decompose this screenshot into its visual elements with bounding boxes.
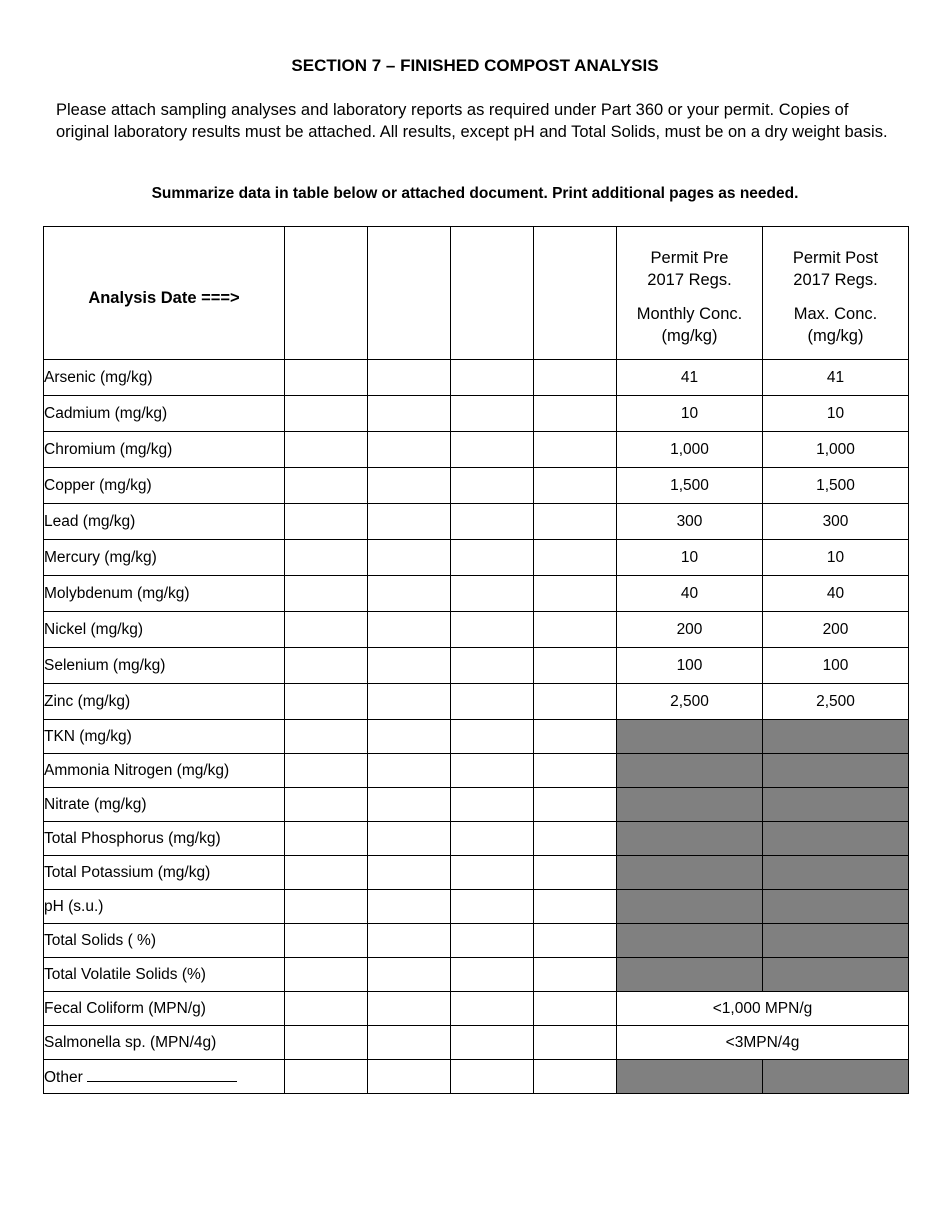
table-row	[44, 958, 909, 992]
result-entry-cell[interactable]	[451, 360, 534, 396]
permit-post-limit: 41	[763, 360, 909, 396]
parameter-name: Total Phosphorus (mg/kg)	[44, 822, 285, 856]
result-entry-cell[interactable]	[368, 992, 451, 1026]
permit-pre-limit: 2,500	[617, 684, 763, 720]
result-entry-cell[interactable]	[368, 856, 451, 890]
result-entry-cell[interactable]	[534, 540, 617, 576]
permit-pre-limit: 300	[617, 504, 763, 540]
table-row	[44, 788, 909, 822]
result-entry-cell[interactable]	[368, 1026, 451, 1060]
table-row	[44, 822, 909, 856]
parameter-name: Fecal Coliform (MPN/g)	[44, 992, 285, 1026]
result-entry-cell[interactable]	[451, 890, 534, 924]
table-row	[44, 360, 909, 396]
result-entry-cell[interactable]	[285, 684, 368, 720]
permit-pre-line2: 2017 Regs.	[647, 271, 732, 289]
pathogen-limit: <1,000 MPN/g	[617, 992, 909, 1026]
permit-post-limit: 1,000	[763, 432, 909, 468]
result-entry-cell[interactable]	[534, 684, 617, 720]
result-entry-cell[interactable]	[368, 648, 451, 684]
header-row	[44, 227, 909, 360]
result-entry-cell[interactable]	[368, 504, 451, 540]
result-entry-cell[interactable]	[451, 504, 534, 540]
result-entry-cell[interactable]	[451, 856, 534, 890]
permit-post-line3: Max. Conc.	[793, 305, 878, 323]
parameter-name: Nitrate (mg/kg)	[44, 788, 285, 822]
table-row	[44, 992, 909, 1026]
parameter-name: Chromium (mg/kg)	[44, 432, 285, 468]
table-row	[44, 540, 909, 576]
result-entry-cell[interactable]	[285, 924, 368, 958]
permit-pre-limit: 100	[617, 648, 763, 684]
parameter-name: pH (s.u.)	[44, 890, 285, 924]
result-entry-cell[interactable]	[368, 788, 451, 822]
permit-pre-limit: 41	[617, 360, 763, 396]
shaded-cell	[763, 788, 909, 822]
result-entry-cell[interactable]	[451, 992, 534, 1026]
other-parameter-cell[interactable]	[44, 1060, 285, 1094]
result-entry-cell[interactable]	[368, 822, 451, 856]
result-entry-cell[interactable]	[285, 504, 368, 540]
table-row	[44, 396, 909, 432]
permit-post-limit: 300	[763, 504, 909, 540]
other-label: Other	[44, 1068, 83, 1086]
result-entry-cell[interactable]	[534, 958, 617, 992]
result-entry-cell[interactable]	[534, 720, 617, 754]
table-row	[44, 924, 909, 958]
result-entry-cell[interactable]	[285, 958, 368, 992]
result-entry-cell[interactable]	[368, 684, 451, 720]
permit-pre-limit: 10	[617, 540, 763, 576]
shaded-cell	[763, 1060, 909, 1094]
table-row	[44, 684, 909, 720]
pathogen-limit: <3MPN/4g	[617, 1026, 909, 1060]
permit-post-limit: 10	[763, 396, 909, 432]
result-entry-cell[interactable]	[451, 1060, 534, 1094]
result-entry-cell[interactable]	[368, 468, 451, 504]
table-row	[44, 720, 909, 754]
result-entry-cell[interactable]	[285, 788, 368, 822]
shaded-cell	[763, 924, 909, 958]
result-entry-cell[interactable]	[285, 754, 368, 788]
table-row	[44, 890, 909, 924]
analysis-date-cell[interactable]	[285, 227, 368, 360]
permit-pre-limit: 1,500	[617, 468, 763, 504]
permit-pre-limit: 200	[617, 612, 763, 648]
result-entry-cell[interactable]	[534, 924, 617, 958]
result-entry-cell[interactable]	[368, 396, 451, 432]
other-blank-line[interactable]	[87, 1067, 237, 1082]
analysis-date-label: Analysis Date ===>	[44, 227, 285, 360]
permit-pre-line3: Monthly Conc.	[636, 305, 743, 323]
table-row	[44, 1026, 909, 1060]
parameter-name: Arsenic (mg/kg)	[44, 360, 285, 396]
result-entry-cell[interactable]	[534, 360, 617, 396]
result-entry-cell[interactable]	[534, 432, 617, 468]
table-row	[44, 432, 909, 468]
permit-pre-line4: (mg/kg)	[661, 327, 718, 345]
shaded-cell	[763, 958, 909, 992]
parameter-name: Zinc (mg/kg)	[44, 684, 285, 720]
shaded-cell	[617, 890, 763, 924]
result-entry-cell[interactable]	[451, 958, 534, 992]
result-entry-cell[interactable]	[285, 648, 368, 684]
result-entry-cell[interactable]	[451, 576, 534, 612]
result-entry-cell[interactable]	[451, 684, 534, 720]
result-entry-cell[interactable]	[451, 648, 534, 684]
result-entry-cell[interactable]	[285, 468, 368, 504]
shaded-cell	[763, 720, 909, 754]
result-entry-cell[interactable]	[285, 720, 368, 754]
summary-instruction: Summarize data in table below or attached document. Print additional pages as needed.	[151, 185, 799, 202]
permit-post-limit: 40	[763, 576, 909, 612]
table-row	[44, 468, 909, 504]
parameter-name: Mercury (mg/kg)	[44, 540, 285, 576]
result-entry-cell[interactable]	[368, 1060, 451, 1094]
result-entry-cell[interactable]	[534, 1060, 617, 1094]
result-entry-cell[interactable]	[285, 822, 368, 856]
result-entry-cell[interactable]	[451, 754, 534, 788]
result-entry-cell[interactable]	[285, 856, 368, 890]
shaded-cell	[763, 822, 909, 856]
shaded-cell	[617, 856, 763, 890]
result-entry-cell[interactable]	[285, 396, 368, 432]
table-row	[44, 504, 909, 540]
result-entry-cell[interactable]	[451, 396, 534, 432]
result-entry-cell[interactable]	[368, 612, 451, 648]
result-entry-cell[interactable]	[285, 576, 368, 612]
parameter-name: Ammonia Nitrogen (mg/kg)	[44, 754, 285, 788]
result-entry-cell[interactable]	[534, 396, 617, 432]
parameter-name: Lead (mg/kg)	[44, 504, 285, 540]
permit-post-limit: 200	[763, 612, 909, 648]
table-row	[44, 648, 909, 684]
result-entry-cell[interactable]	[368, 924, 451, 958]
permit-post-header	[763, 227, 909, 360]
shaded-cell	[617, 822, 763, 856]
parameter-name: Copper (mg/kg)	[44, 468, 285, 504]
analysis-date-cell[interactable]	[451, 227, 534, 360]
result-entry-cell[interactable]	[534, 754, 617, 788]
permit-post-limit: 2,500	[763, 684, 909, 720]
permit-post-limit: 1,500	[763, 468, 909, 504]
shaded-cell	[617, 788, 763, 822]
result-entry-cell[interactable]	[285, 1060, 368, 1094]
parameter-name: Cadmium (mg/kg)	[44, 396, 285, 432]
result-entry-cell[interactable]	[368, 720, 451, 754]
parameter-name: TKN (mg/kg)	[44, 720, 285, 754]
result-entry-cell[interactable]	[368, 432, 451, 468]
result-entry-cell[interactable]	[451, 432, 534, 468]
result-entry-cell[interactable]	[451, 720, 534, 754]
result-entry-cell[interactable]	[285, 432, 368, 468]
table-row	[44, 576, 909, 612]
table-row	[44, 612, 909, 648]
permit-post-line2: 2017 Regs.	[793, 271, 878, 289]
result-entry-cell[interactable]	[285, 1026, 368, 1060]
result-entry-cell[interactable]	[534, 856, 617, 890]
permit-post-limit: 100	[763, 648, 909, 684]
shaded-cell	[617, 1060, 763, 1094]
result-entry-cell[interactable]	[534, 576, 617, 612]
permit-post-limit: 10	[763, 540, 909, 576]
result-entry-cell[interactable]	[451, 924, 534, 958]
result-entry-cell[interactable]	[534, 612, 617, 648]
permit-pre-limit: 10	[617, 396, 763, 432]
result-entry-cell[interactable]	[285, 360, 368, 396]
result-entry-cell[interactable]	[534, 648, 617, 684]
parameter-name: Total Solids ( %)	[44, 924, 285, 958]
result-entry-cell[interactable]	[285, 890, 368, 924]
result-entry-cell[interactable]	[534, 788, 617, 822]
parameter-name: Selenium (mg/kg)	[44, 648, 285, 684]
permit-pre-limit: 40	[617, 576, 763, 612]
result-entry-cell[interactable]	[285, 540, 368, 576]
shaded-cell	[617, 958, 763, 992]
permit-post-line1: Permit Post	[792, 249, 879, 267]
shaded-cell	[617, 754, 763, 788]
analysis-date-cell[interactable]	[368, 227, 451, 360]
shaded-cell	[763, 754, 909, 788]
analysis-date-cell[interactable]	[534, 227, 617, 360]
shaded-cell	[617, 924, 763, 958]
result-entry-cell[interactable]	[451, 612, 534, 648]
result-entry-cell[interactable]	[451, 1026, 534, 1060]
result-entry-cell[interactable]	[368, 540, 451, 576]
permit-post-line4: (mg/kg)	[807, 327, 864, 345]
shaded-cell	[763, 856, 909, 890]
result-entry-cell[interactable]	[451, 822, 534, 856]
result-entry-cell[interactable]	[451, 468, 534, 504]
result-entry-cell[interactable]	[451, 788, 534, 822]
parameter-name: Total Volatile Solids (%)	[44, 958, 285, 992]
parameter-name: Total Potassium (mg/kg)	[44, 856, 285, 890]
permit-pre-header	[617, 227, 763, 360]
instructions-text: Please attach sampling analyses and laboratory reports as required under Part 360 or your permit. Copies of original laboratory results must be attached. All results, except pH and Total Solids, must be on a dry weight basis.	[56, 101, 888, 141]
result-entry-cell[interactable]	[534, 1026, 617, 1060]
result-entry-cell[interactable]	[285, 612, 368, 648]
table-row	[44, 856, 909, 890]
table-row	[44, 754, 909, 788]
parameter-name: Molybdenum (mg/kg)	[44, 576, 285, 612]
result-entry-cell[interactable]	[368, 958, 451, 992]
result-entry-cell[interactable]	[368, 360, 451, 396]
result-entry-cell[interactable]	[368, 754, 451, 788]
table-row	[44, 1060, 909, 1094]
parameter-name: Salmonella sp. (MPN/4g)	[44, 1026, 285, 1060]
shaded-cell	[617, 720, 763, 754]
result-entry-cell[interactable]	[534, 468, 617, 504]
result-entry-cell[interactable]	[285, 992, 368, 1026]
result-entry-cell[interactable]	[368, 576, 451, 612]
result-entry-cell[interactable]	[368, 890, 451, 924]
compost-analysis-table	[43, 226, 909, 1094]
result-entry-cell[interactable]	[534, 992, 617, 1026]
result-entry-cell[interactable]	[534, 890, 617, 924]
shaded-cell	[763, 890, 909, 924]
result-entry-cell[interactable]	[534, 504, 617, 540]
permit-pre-limit: 1,000	[617, 432, 763, 468]
parameter-name: Nickel (mg/kg)	[44, 612, 285, 648]
permit-pre-line1: Permit Pre	[650, 249, 729, 267]
result-entry-cell[interactable]	[534, 822, 617, 856]
section-title: SECTION 7 – FINISHED COMPOST ANALYSIS	[291, 56, 659, 75]
result-entry-cell[interactable]	[451, 540, 534, 576]
